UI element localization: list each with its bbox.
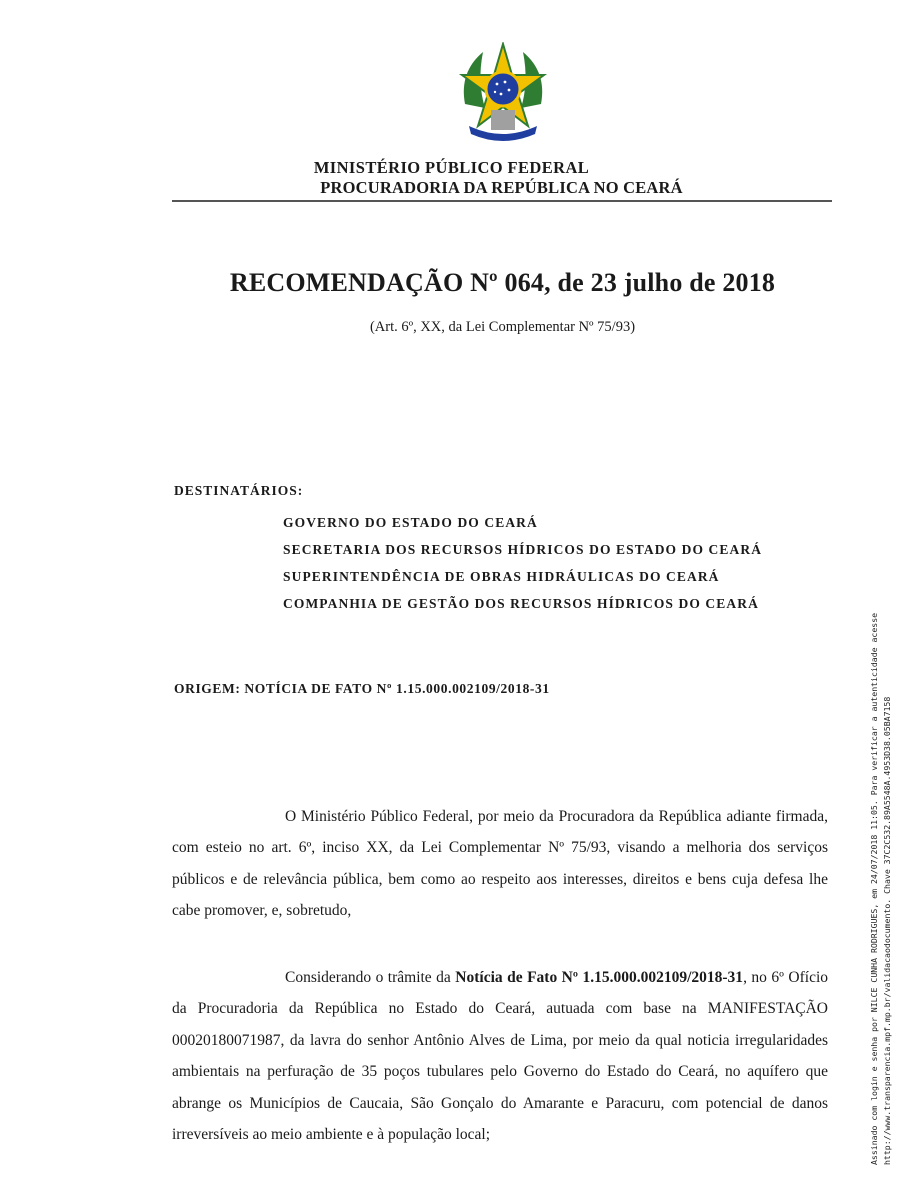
document-title: RECOMENDAÇÃO Nº 064, de 23 julho de 2018 bbox=[229, 268, 776, 297]
destinatario-item: COMPANHIA DE GESTÃO DOS RECURSOS HÍDRICOS DO CEARÁ bbox=[283, 596, 759, 611]
destinatario-item: GOVERNO DO ESTADO DO CEARÁ bbox=[283, 515, 538, 530]
header bbox=[0, 158, 907, 198]
signature-note-line-2: http://www.transparencia.mpf.mp.br/validacaodocumento. Chave 37C2C532.89A5548A.4953D38.05BA7158 bbox=[882, 696, 892, 1165]
paragraph-1 bbox=[172, 801, 828, 927]
header-line-1: MINISTÉRIO PÚBLICO FEDERAL bbox=[313, 158, 590, 177]
paragraph-1-text: O Ministério Público Federal, por meio da Procuradora da República adiante firmada, com esteio no art. 6º, inciso XX, da Lei Complementar Nº 75/93, visando a melhoria dos serviços públicos e de relevância pública, bem como ao respeito aos interesses, direitos e bens cuja defesa lhe cabe promover, e, sobretudo, bbox=[172, 808, 828, 920]
paragraph-2-bold: Notícia de Fato Nº 1.15.000.002109/2018-31 bbox=[455, 969, 744, 986]
destinatarios-label: DESTINATÁRIOS: bbox=[174, 483, 304, 498]
destinatario-item: SECRETARIA DOS RECURSOS HÍDRICOS DO ESTADO DO CEARÁ bbox=[283, 542, 763, 557]
paragraph-2-prefix: Considerando o trâmite da bbox=[285, 969, 456, 986]
signature-note-line-1: Assinado com login e senha por NILCE CUNHA RODRIGUES, em 24/07/2018 11:05. Para verificar a autenticidade acesse bbox=[869, 612, 879, 1165]
origem-label: ORIGEM: NOTÍCIA DE FATO Nº 1.15.000.002109/2018-31 bbox=[174, 681, 550, 696]
header-divider bbox=[172, 200, 832, 202]
paragraph-2 bbox=[172, 962, 828, 1150]
destinatario-item: SUPERINTENDÊNCIA DE OBRAS HIDRÁULICAS DO CEARÁ bbox=[283, 569, 720, 584]
paragraph-2-suffix: , no 6º Ofício da Procuradoria da República no Estado do Ceará, autuada com base na MANIFESTAÇÃO 00020180071987, da lavra do senhor Antônio Alves de Lima, por meio da qual noticia irregularidades ambientais na perfuração de 35 poços tubulares pelo Governo do Estado do Ceará, no aquífero que abrange os Municípios de Caucaia, São Gonçalo do Amarante e Paracuru, com potencial de danos irreversíveis ao meio ambiente e à população local; bbox=[172, 969, 829, 1144]
destinatarios-list bbox=[283, 509, 762, 617]
header-line-2: PROCURADORIA DA REPÚBLICA NO CEARÁ bbox=[320, 178, 683, 197]
document-subtitle: (Art. 6º, XX, da Lei Complementar Nº 75/93) bbox=[369, 319, 636, 335]
signature-note bbox=[868, 335, 894, 1165]
brasao-da-republica-icon bbox=[455, 42, 551, 148]
paragraph-2-text bbox=[172, 962, 828, 1150]
